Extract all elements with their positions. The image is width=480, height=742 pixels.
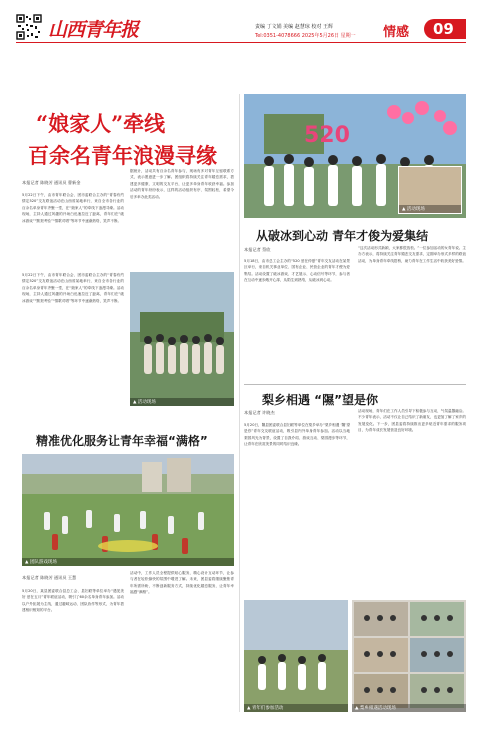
article1-body-left-continued: 5月22日下午，由市青年联合会、团市委联合主办的“青春有约 情定520”交友联谊活动在山西省某地举行，来自全市各行业的百余名单身青年齐聚一堂，在“娘家人”的牵线下浪漫寻缘。活动现场，主持人通过风趣的开场白迅速拉近了距离，青年们在“破冰游戏”“默契考验”“情歌对唱”等环节中逐渐熟络，笑声不断。 (22, 273, 124, 303)
section-title: 情感 (383, 25, 410, 40)
article3-photo (244, 94, 466, 218)
article4-side-photo (244, 600, 348, 712)
contact-line: Tel:0351-4078666 2025年5月26日 星期一 (255, 33, 356, 39)
page-number: 09 (433, 20, 454, 38)
article1-body-left: 5月22日下午，由市青年联合会、团市委联合主办的“青春有约 情定520”交友联谊活动在山西省某地举行，来自全市各行业的百余名单身青年齐聚一堂，在“娘家人”的牵线下浪漫寻缘。活动现场，主持人通过风趣的开场白迅速拉近了距离，青年们在“破冰游戏”“默契考验”“情歌对唱”等环节中逐渐熟络，笑声不断。 (22, 193, 124, 223)
qr-code-icon (16, 14, 42, 40)
newspaper-logo: 山西青年报 (48, 19, 139, 41)
article3-body-right: “这次活动形式新颖，大家都很放松。”一位参加活动的女青年说。主办方表示，将持续关注青年婚恋交友需求，定期举办形式多样的联谊活动，为单身青年牵线搭桥，助力青年在工作生活中收获美好爱情。 (358, 246, 466, 263)
masthead-rule (16, 42, 466, 43)
article4-body-right: 活动现场，青年们在工作人员引导下积极参与互动，气氛温馨融洽。不少青年表示，活动不仅让自己结识了新朋友，也更加了解了家乡的发展变化。下一步，团县委将持续推出更多贴近青年需求的服务项目，为青年成长发展营造良好环境。 (358, 409, 466, 433)
article3-inset-photo (398, 166, 462, 214)
article2-body-right: 活动中，工作人员全程提供贴心服务，精心设计互动环节，让参与者在轻松愉快的氛围中增进了解。未来，团县委将继续聚焦青年所需所盼，不断创新服务方式，持续优化婚恋服务，让青年幸福感“满格”。 (130, 571, 234, 595)
article4-photo (352, 600, 466, 712)
photo4-caption: ▲ 青年们参加活动 (244, 704, 348, 712)
article4-byline: 本报记者 许晓杰 (244, 410, 275, 415)
article2-title: 精准优化服务让青年幸福“满格” (36, 434, 208, 448)
photo1-caption: ▲ 活动现场 (130, 398, 234, 406)
article1-title: “娘家人”牵线 (36, 111, 166, 136)
editor-line: 责编 丁文娟 美编 赵慧琼 校对 王辉 (255, 24, 333, 30)
article2-photo (22, 454, 234, 566)
column-divider (239, 94, 240, 712)
article1-photo (130, 272, 234, 406)
article1-body-right: 据统计，活动共有百余名青年参与，现场有多对青年互留联系方式，表示愿意进一步了解。团组织将持续关注青年婚恋需求，搭建更多健康、文明的交友平台，让更多单身青年收获幸福。参加活动的青年纷纷表示，这样的活动组织有序、氛围轻松，希望今后多举办此类活动。 (130, 169, 234, 199)
svg-text:520: 520 (304, 123, 350, 148)
article1-byline: 本报记者 陈晓芳 通讯员 曹新金 (22, 180, 81, 185)
article1-subtitle: 百余名青年浪漫寻缘 (28, 143, 217, 168)
photo5-caption: ▲ 梨乡相遇活动现场 (352, 704, 466, 712)
article3-body-left: 5月18日，由市总工会主办的“520 爱在仲夏”青年交友活动在某景区举行，来自机关事业单位、国有企业、民营企业的青年才俊为爱集结。活动设置了破冰游戏、才艺展示、心动信号等环节，参与者在互动中逐步敞开心扉，从陌生到熟络，从破冰到心动。 (244, 259, 350, 283)
page-number-badge (424, 19, 466, 39)
photo3-caption: ▲ 团队游戏现场 (22, 558, 234, 566)
article4-title: 梨乡相遇 “隰”望是你 (262, 393, 378, 407)
photo2-caption: ▲ 活动现场 (399, 205, 461, 213)
article4-body-left: 5月20日，隰县团委联合县妇联等单位在梨乡举办“梨乡相遇 ‘隰’望是你”青年交友联谊活动，吸引县内外单身青年参加。活动以当地梨园风光为背景，设置了自我介绍、游戏互动、梨园漫步等环节，让青年在欣赏美景的同时结识良缘。 (244, 423, 350, 447)
article2-byline: 本报记者 陈晓芳 通讯员 王慧 (22, 575, 77, 580)
article2-body-left: 5月20日，某县团委联合县总工会、县妇联等单位举办“遇见美好 爱在五月”青年联谊活动，吸引了60余名单身青年参加。活动以户外拓展为主线，通过趣味运动、团队协作等形式，为青年搭建相识相知的平台。 (22, 589, 124, 613)
masthead (0, 0, 480, 40)
article4-divider (244, 384, 466, 385)
article3-title: 从破冰到心动 青年才俊为爱集结 (256, 229, 429, 243)
article3-byline: 本报记者 蔡欣 (244, 247, 271, 252)
